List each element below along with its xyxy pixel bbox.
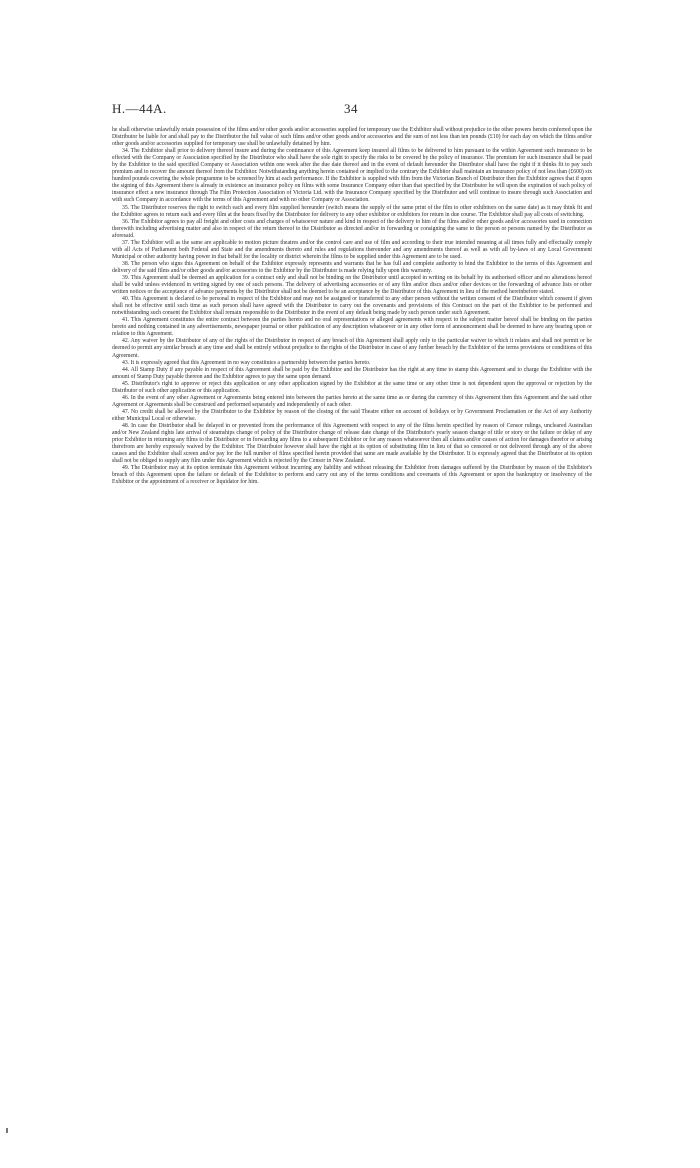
clause-40: 40. This Agreement is declared to be personal in respect of the Exhibitor and may not be assigned or transferred to any other person without the written consent of the Distributor which consent if given shall not be effective until such time as such person shall have agreed with the Distributor to carry out the covenants and provisions of this Contract on the part of the Exhibitor to be performed and notwithstanding such consent the Exhibitor shall remain responsible to the Distributor in the event of any default being made by such person under such Agreement. [112,296,592,317]
clause-39: 39. This Agreement shall be deemed an application for a contract only and shall not be binding on the Distributor until accepted in writing on its behalf by its authorised officer and no alterations hereof shall be valid unless evidenced in writing signed by one of such persons. The delivery of advertising accessories or of any film and/or discs and/or other devices or the forwarding of advance lists or other written notices or the acceptance of advance payments by the Distributor shall not be deemed to be an acceptance by the Distributor of this Agreement in lieu of the method hereinbefore stated. [112,274,592,296]
clause-36: 36. The Exhibitor agrees to pay all freight and other costs and charges of whatsoever nature and kind in respect of the delivery to him of the films and/or other goods and/or accessories used in connection therewith including advertising matter and also in respect of the return thereof to the Distributor as directed and/or in forwarding or consigning the same to the person or persons named by the Distributor as aforesaid. [112,218,592,239]
clause-49: 49. The Distributor may at its option terminate this Agreement without incurring any liability and without releasing the Exhibitor from damages suffered by the Distributor by reason of the Exhibitor's breach of this Agreement upon the failure or default of the Exhibitor to perform and carry out any of the terms conditions and covenants of this Agreement or upon the bankruptcy or insolvency of the Exhibitor or the appointment of a receiver or liquidator for him. [112,465,592,486]
clause-37: 37. The Exhibitor will as the same are applicable to motion picture theatres and/or the control care and use of film and according to their true intended meaning at all times fully and effectually comply with all Acts of Parliament both Federal and State and the amendments thereto and rules and regulations thereunder and any amendments thereof as well as with all by-laws of any Local Government Municipal or other authority having power in that behalf for the locality or district wherein the films to be supplied under this Agreement are to be used. [112,239,592,260]
clause-34: 34. The Exhibitor shall prior to delivery thereof insure and during the continuance of this Agreement keep insured all films to be delivered to him pursuant to the within Agreement such insurance to be effected with the Company or Association specified by the Distributor who shall have the sole right to specify the risks to be covered by the policy of insurance. The premium for such insurance shall be paid by the Exhibitor to the said specified Company or Association within one week after the due date thereof and in the event of default hereunder the Distributor shall have the right if it thinks fit to pay such premium and to recover the amount thereof from the Exhibitor. Notwithstanding anything herein contained or implied to the contrary the Exhibitor shall maintain an insurance policy of not less than (£600) six hundred pounds covering the whole programme to be screened by him at each performance. If the Exhibitor is supplied with film from the Victorian Branch of Distributor then the Exhibitor agrees that if upon the signing of this Agreement there is already in existence an insurance policy on films with some Insurance Company other than that specified by the Distributor he will upon the expiration of such policy of insurance effect a new insurance through The Film Protection Association of Victoria Ltd. with the Insurance Company specified by the Distributor and will continue to insure through such Association and with such Company in accordance with the terms of this Agreement and with no other Company or Association. [112,148,592,204]
scan-mark [6,1128,8,1133]
clause-47: 47. No credit shall be allowed by the Distributor to the Exhibitor by reason of the closing of the said Theatre either on account of holidays or by Government Proclamation or the Act of any Authority either Municipal Local or otherwise. [112,408,592,422]
clause-41: 41. This Agreement constitutes the entire contract between the parties hereto and no oral representations or alleged agreements with respect to the subject matter hereof shall be binding on the parties hereto and nothing contained in any advertisements, newspaper journal or other publication of any description whatsoever or in any other form of announcement shall be deemed to have any bearing upon or relation to this Agreement. [112,317,592,338]
page-header [112,101,592,117]
document-reference: H.—44A. [112,101,167,116]
clause-42: 42. Any waiver by the Distributor of any of the rights of the Distributor in respect of any breach of this Agreement shall apply only to the particular waiver to which it relates and shall not permit or be deemed to permit any similar breach at any time and shall be entirely without prejudice to the rights of the Distributor in case of any further breach by the Exhibitor of the terms provisions or conditions of this Agreement. [112,338,592,359]
document-body [112,127,592,486]
clause-46: 46. In the event of any other Agreement or Agreements being entered into between the parties hereto at the same time as or during the currency of this Agreement then this Agreement and the said other Agreement or Agreements shall be construed and performed separately and independently of each other. [112,394,592,408]
clause-38: 38. The person who signs this Agreement on behalf of the Exhibitor expressly represents and warrants that he has full and complete authority to bind the Exhibitor to the terms of this Agreement and delivery of the said films and/or other goods and/or accessories to the Exhibitor by the Distributor is made relying fully upon this warranty. [112,260,592,274]
page-number: 34 [344,101,358,116]
paragraph-continuation: he shall otherwise unlawfully retain possession of the films and/or other goods and/or accessories supplied for temporary use the Exhibitor shall without prejudice to the other powers herein conferred upon the Distributor be liable for and shall pay to the Distributor the full value of such films and/or other goods and/or accessories and the sum of not less than ten pounds (£10) for each day on which the films and/or other goods and/or accessories supplied for temporary use shall be unlawfully detained by him. [112,127,592,148]
clause-48: 48. In case the Distributor shall be delayed in or prevented from the performance of this Agreement with respect to any of the films herein specified by reason of Censor rulings, uncleared Australian and/or New Zealand rights late arrival of steamships change of policy of the Distributor change of release date change of the Distributor's yearly season change of title or story or the failure or delay of any prior Exhibitor in returning any films to the Distributor or in forwarding any films to a subsequent Exhibitor or for any reason whatsoever then all claims and/or causes of action for damages therefor or arising therefrom are hereby expressly waived by the Exhibitor. The Distributor however shall have the right at its option of substituting film in lieu of that so censored or not delivered through any of the above causes and the Exhibitor shall screen and/or pay for the full number of films specified herein provided that same are made available by the Distributor. It is expressly agreed that the Distributor at its option shall not be obliged to supply any film under this Agreement which is rejected by the Censor in New Zealand. [112,422,592,465]
clause-44: 44. All Stamp Duty if any payable in respect of this Agreement shall be paid by the Exhibitor and the Distributor has the right at any time to stamp this Agreement and to charge the Exhibitor with the amount of Stamp Duty payable thereon and the Exhibitor agrees to pay the same upon demand. [112,366,592,380]
clause-43: 43. It is expressly agreed that this Agreement in no way constitutes a partnership between the parties hereto. [122,359,371,366]
clause-35: 35. The Distributor reserves the right to switch each and every film supplied hereunder (switch means the supply of the same print of the film to other exhibitors on the same date) as it may think fit and the Exhibitor agrees to return each and every film at the hours fixed by the Distributor for delivery to any other exhibitor or exhibitors for return in due course. The Exhibitor shall pay all costs of switching. [112,204,592,218]
clause-45: 45. Distributor's right to approve or reject this application or any other application signed by the Exhibitor at the same time or any other time is not dependent upon the approval or rejection by the Distributor of such other application or this application. [112,380,592,394]
